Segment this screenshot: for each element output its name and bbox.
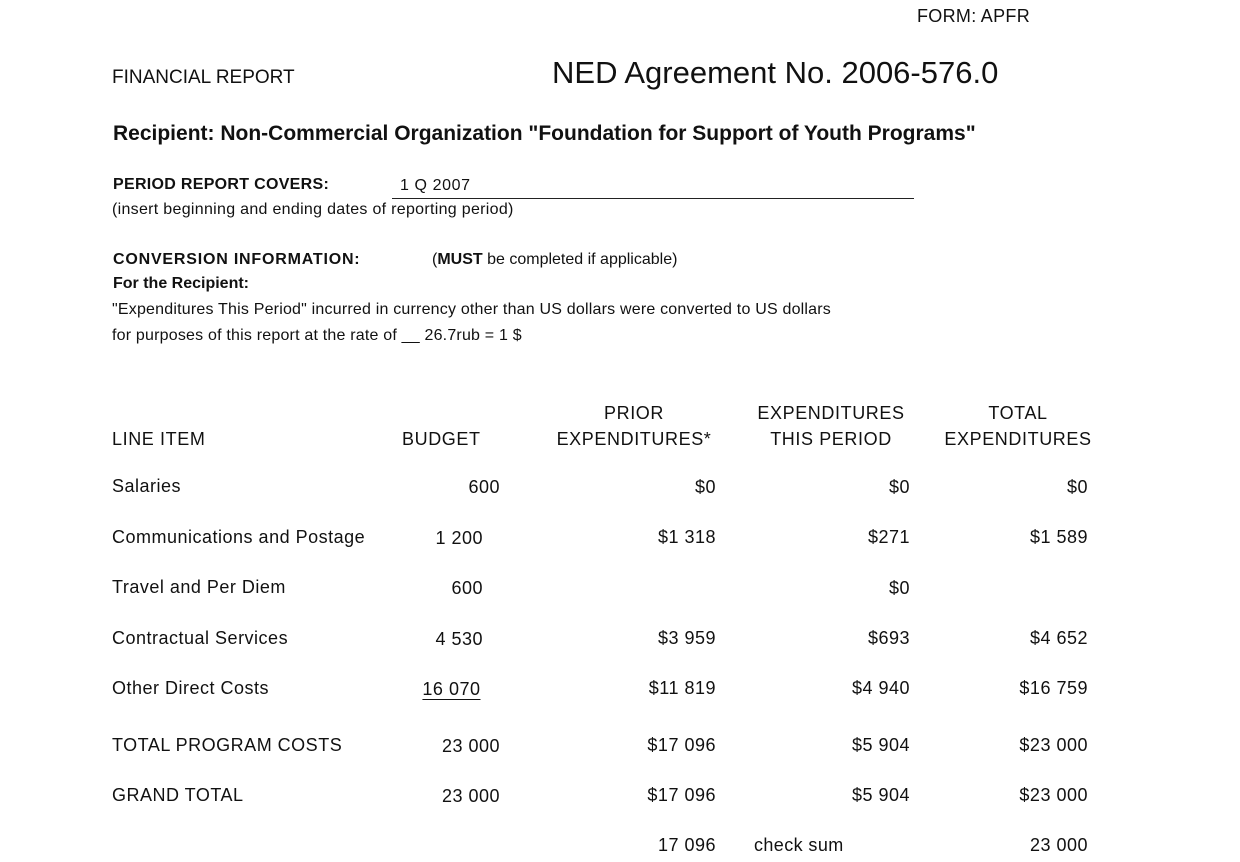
row-travel-budget: 600 (451, 578, 483, 598)
row-total-program-total: $23 000 (1019, 735, 1088, 755)
row-communications-this-period: $271 (867, 527, 910, 547)
row-communications-item: Communications and Postage (112, 527, 366, 547)
period-label: PERIOD REPORT COVERS: (113, 176, 330, 193)
row-total-program-this-period: $5 904 (851, 735, 910, 755)
check-sum-label: check sum (754, 835, 844, 855)
row-travel-this-period: $0 (888, 578, 910, 598)
conversion-text-line-2: for purposes of this report at the rate of __ 26.7rub = 1 $ (112, 327, 522, 344)
check-sum-prior: 17 096 (657, 835, 716, 855)
row-communications-total: $1 589 (1029, 527, 1088, 547)
header-this-period (748, 400, 914, 452)
row-grand-total-this-period: $5 904 (851, 785, 910, 805)
header-this-line-1: EXPENDITURES (757, 403, 905, 423)
row-contractual-prior: $3 959 (657, 628, 716, 648)
row-contractual-this-period: $693 (867, 628, 910, 648)
row-grand-total-item: GRAND TOTAL (112, 785, 244, 805)
row-other-direct-budget-value: 16 070 (422, 679, 481, 699)
check-sum-total: 23 000 (1029, 835, 1088, 855)
row-travel-item: Travel and Per Diem (112, 577, 286, 597)
row-contractual-item: Contractual Services (112, 628, 289, 648)
header-total-line-2: EXPENDITURES (944, 429, 1092, 449)
header-budget: BUDGET (402, 429, 481, 449)
row-total-program-budget: 23 000 (441, 736, 500, 756)
row-other-direct-budget (396, 679, 486, 700)
row-communications-prior: $1 318 (657, 527, 716, 547)
row-other-direct-total: $16 759 (1019, 678, 1088, 698)
row-total-program-item: TOTAL PROGRAM COSTS (112, 735, 343, 755)
conversion-note-must: MUST (437, 251, 483, 268)
form-code: FORM: APFR (917, 6, 1031, 26)
conversion-label: CONVERSION INFORMATION: (113, 251, 361, 268)
row-grand-total-budget: 23 000 (441, 786, 500, 806)
row-contractual-budget: 4 530 (435, 629, 483, 649)
row-salaries-budget: 600 (468, 477, 500, 497)
for-recipient-label: For the Recipient: (113, 275, 250, 292)
row-other-direct-prior: $11 819 (648, 678, 716, 698)
row-salaries-prior: $0 (694, 477, 716, 497)
row-other-direct-item: Other Direct Costs (112, 678, 270, 698)
conversion-note (432, 251, 677, 269)
header-this-line-2: THIS PERIOD (770, 429, 892, 449)
conversion-text-line-1: "Expenditures This Period" incurred in currency other than US dollars were converted to US dollars (112, 301, 831, 318)
header-total-line-1: TOTAL (988, 403, 1048, 423)
report-label: FINANCIAL REPORT (112, 67, 295, 88)
header-prior-line-2: EXPENDITURES* (556, 429, 712, 449)
row-total-program-prior: $17 096 (647, 735, 716, 755)
row-salaries-item: Salaries (112, 476, 182, 496)
row-salaries-total: $0 (1066, 477, 1088, 497)
row-communications-budget: 1 200 (435, 528, 483, 548)
header-total-expenditures (936, 400, 1100, 452)
header-line-item: LINE ITEM (112, 429, 206, 449)
period-note: (insert beginning and ending dates of reporting period) (112, 201, 514, 218)
row-grand-total-prior: $17 096 (647, 785, 716, 805)
conversion-note-rest: be completed if applicable) (482, 251, 678, 268)
row-grand-total-total: $23 000 (1019, 785, 1088, 805)
conversion-note-open: ( (432, 251, 438, 268)
row-other-direct-this-period: $4 940 (851, 678, 910, 698)
row-contractual-total: $4 652 (1029, 628, 1088, 648)
header-prior-line-1: PRIOR (603, 403, 664, 423)
period-underline (392, 198, 914, 199)
recipient-line: Recipient: Non-Commercial Organization "Foundation for Support of Youth Programs" (113, 122, 976, 145)
period-value: 1 Q 2007 (400, 177, 471, 194)
header-prior-expenditures (548, 400, 720, 452)
row-salaries-this-period: $0 (888, 477, 910, 497)
agreement-number: NED Agreement No. 2006-576.0 (552, 55, 999, 90)
